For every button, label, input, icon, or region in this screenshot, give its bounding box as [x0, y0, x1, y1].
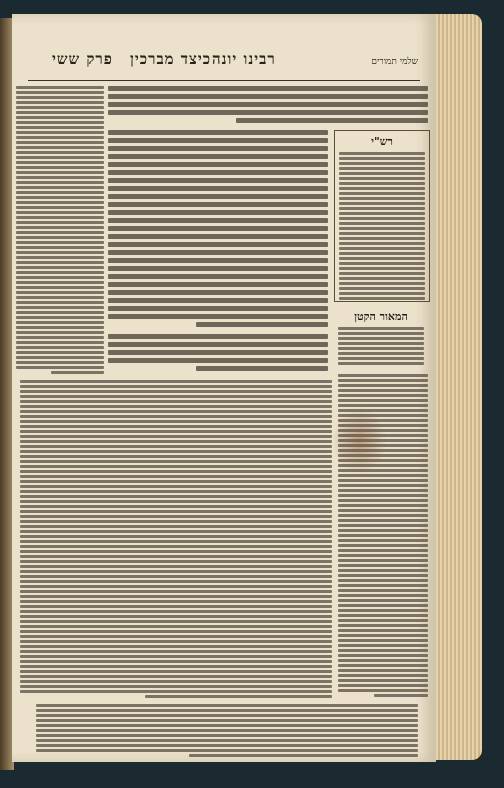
- text-line: [374, 694, 428, 697]
- text-line: [338, 362, 424, 365]
- text-line: [108, 358, 328, 363]
- text-line: [16, 276, 104, 279]
- text-line: [108, 258, 328, 263]
- header-chapter: פרק ששי: [52, 50, 113, 68]
- rashi-text: [335, 152, 429, 302]
- text-line: [338, 609, 428, 612]
- text-line: [20, 660, 332, 663]
- text-line: [20, 540, 332, 543]
- text-line: [339, 167, 425, 170]
- text-line: [20, 515, 332, 518]
- text-line: [108, 110, 428, 115]
- text-line: [16, 201, 104, 204]
- text-line: [338, 394, 428, 397]
- text-line: [339, 232, 425, 235]
- text-line: [16, 291, 104, 294]
- text-line: [20, 550, 332, 553]
- text-line: [338, 669, 428, 672]
- text-line: [20, 475, 332, 478]
- text-line: [108, 290, 328, 295]
- text-line: [108, 154, 328, 159]
- text-line: [108, 162, 328, 167]
- text-line: [339, 242, 425, 245]
- text-line: [16, 141, 104, 144]
- text-line: [16, 351, 104, 354]
- text-line: [108, 194, 328, 199]
- text-line: [338, 689, 428, 692]
- text-line: [16, 191, 104, 194]
- text-line: [338, 614, 428, 617]
- text-line: [339, 197, 425, 200]
- text-line: [20, 520, 332, 523]
- text-line: [338, 674, 428, 677]
- text-line: [108, 210, 328, 215]
- text-line: [16, 236, 104, 239]
- text-line: [108, 102, 428, 107]
- text-line: [16, 156, 104, 159]
- text-line: [339, 257, 425, 260]
- text-line: [339, 162, 425, 165]
- text-line: [20, 670, 332, 673]
- text-line: [20, 675, 332, 678]
- text-line: [338, 554, 428, 557]
- text-line: [20, 425, 332, 428]
- text-line: [339, 202, 425, 205]
- text-line: [20, 535, 332, 538]
- text-line: [108, 178, 328, 183]
- text-line: [16, 326, 104, 329]
- text-line: [36, 749, 418, 752]
- text-line: [16, 106, 104, 109]
- text-line: [339, 272, 425, 275]
- text-line: [16, 111, 104, 114]
- text-line: [20, 615, 332, 618]
- text-line: [338, 569, 428, 572]
- text-line: [20, 420, 332, 423]
- mefaresh-text: [334, 327, 428, 366]
- text-line: [20, 625, 332, 628]
- text-line: [338, 599, 428, 602]
- text-line: [16, 321, 104, 324]
- text-line: [16, 296, 104, 299]
- text-line: [20, 645, 332, 648]
- text-line: [16, 216, 104, 219]
- text-line: [16, 316, 104, 319]
- text-line: [16, 251, 104, 254]
- text-line: [36, 719, 418, 722]
- text-line: [108, 86, 428, 91]
- text-line: [20, 485, 332, 488]
- text-line: [16, 206, 104, 209]
- text-line: [20, 590, 332, 593]
- text-line: [16, 116, 104, 119]
- text-line: [16, 286, 104, 289]
- text-line: [20, 410, 332, 413]
- text-line: [338, 357, 424, 360]
- text-line: [16, 341, 104, 344]
- text-line: [108, 138, 328, 143]
- text-line: [338, 664, 428, 667]
- text-line: [339, 207, 425, 210]
- text-line: [196, 322, 328, 327]
- text-line: [108, 218, 328, 223]
- text-line: [108, 202, 328, 207]
- text-line: [108, 298, 328, 303]
- text-line: [16, 361, 104, 364]
- text-line: [16, 306, 104, 309]
- text-line: [36, 709, 418, 712]
- text-line: [20, 395, 332, 398]
- text-line: [20, 605, 332, 608]
- text-line: [339, 177, 425, 180]
- text-line: [339, 262, 425, 265]
- text-line: [338, 484, 428, 487]
- text-line: [20, 560, 332, 563]
- text-line: [16, 146, 104, 149]
- text-line: [338, 384, 428, 387]
- text-line: [16, 86, 104, 89]
- text-line: [338, 524, 428, 527]
- text-line: [20, 635, 332, 638]
- text-line: [339, 247, 425, 250]
- text-line: [20, 575, 332, 578]
- text-line: [338, 352, 424, 355]
- text-line: [338, 347, 424, 350]
- text-line: [20, 650, 332, 653]
- text-line: [108, 342, 328, 347]
- text-line: [108, 170, 328, 175]
- middle-text-band: [108, 334, 328, 374]
- text-line: [338, 399, 428, 402]
- text-line: [108, 234, 328, 239]
- text-line: [16, 246, 104, 249]
- text-line: [338, 337, 424, 340]
- text-line: [108, 314, 328, 319]
- text-line: [338, 684, 428, 687]
- header-tractate-chapter: כיצד מברכין: [130, 50, 212, 68]
- left-commentary-column: [16, 86, 104, 376]
- text-line: [16, 281, 104, 284]
- text-line: [16, 171, 104, 174]
- text-line: [108, 274, 328, 279]
- text-line: [16, 226, 104, 229]
- text-line: [338, 604, 428, 607]
- text-line: [338, 479, 428, 482]
- text-line: [339, 297, 425, 300]
- text-line: [338, 639, 428, 642]
- text-line: [20, 600, 332, 603]
- text-line: [339, 267, 425, 270]
- text-line: [338, 584, 428, 587]
- text-line: [20, 580, 332, 583]
- text-line: [196, 366, 328, 371]
- text-line: [16, 241, 104, 244]
- text-line: [16, 366, 104, 369]
- text-line: [20, 610, 332, 613]
- text-line: [20, 690, 332, 693]
- text-line: [20, 430, 332, 433]
- text-line: [16, 261, 104, 264]
- text-line: [16, 186, 104, 189]
- header-rule: [28, 80, 420, 81]
- text-line: [36, 739, 418, 742]
- text-line: [108, 146, 328, 151]
- text-line: [338, 389, 428, 392]
- text-line: [339, 182, 425, 185]
- footnotes-block: [36, 704, 418, 762]
- text-line: [108, 266, 328, 271]
- mefaresh-box: [334, 306, 428, 366]
- header-title: רבינו יונה: [212, 50, 276, 68]
- text-line: [20, 490, 332, 493]
- text-line: [339, 287, 425, 290]
- text-line: [338, 649, 428, 652]
- text-line: [108, 282, 328, 287]
- text-line: [16, 101, 104, 104]
- text-line: [16, 181, 104, 184]
- text-line: [338, 499, 428, 502]
- text-line: [16, 126, 104, 129]
- text-line: [20, 620, 332, 623]
- text-line: [339, 227, 425, 230]
- text-line: [16, 196, 104, 199]
- text-line: [339, 192, 425, 195]
- text-line: [16, 311, 104, 314]
- text-line: [16, 356, 104, 359]
- text-line: [36, 734, 418, 737]
- text-line: [20, 500, 332, 503]
- text-line: [236, 118, 428, 123]
- page-fore-edge: [430, 14, 482, 760]
- text-line: [338, 494, 428, 497]
- text-line: [338, 574, 428, 577]
- text-line: [338, 327, 424, 330]
- text-line: [20, 665, 332, 668]
- text-line: [16, 136, 104, 139]
- text-line: [339, 277, 425, 280]
- text-line: [338, 679, 428, 682]
- text-line: [20, 640, 332, 643]
- text-line: [36, 724, 418, 727]
- text-line: [16, 256, 104, 259]
- text-line: [20, 400, 332, 403]
- text-line: [16, 151, 104, 154]
- text-line: [338, 489, 428, 492]
- rashi-heading: רש"י: [371, 135, 393, 148]
- text-line: [20, 555, 332, 558]
- text-line: [20, 510, 332, 513]
- text-line: [36, 744, 418, 747]
- text-line: [20, 405, 332, 408]
- text-line: [20, 465, 332, 468]
- text-line: [16, 346, 104, 349]
- text-line: [16, 176, 104, 179]
- text-line: [108, 94, 428, 99]
- paper-stain: [332, 406, 387, 476]
- text-line: [338, 594, 428, 597]
- text-line: [16, 221, 104, 224]
- text-line: [20, 450, 332, 453]
- text-line: [16, 211, 104, 214]
- text-line: [20, 505, 332, 508]
- text-line: [16, 331, 104, 334]
- text-line: [339, 217, 425, 220]
- text-line: [20, 380, 332, 383]
- text-line: [36, 704, 418, 707]
- running-header: [12, 50, 436, 74]
- text-line: [20, 470, 332, 473]
- text-line: [20, 565, 332, 568]
- text-line: [145, 695, 332, 698]
- text-line: [108, 130, 328, 135]
- text-line: [16, 131, 104, 134]
- text-line: [339, 172, 425, 175]
- text-line: [20, 630, 332, 633]
- text-line: [338, 374, 428, 377]
- top-text-block: [108, 86, 428, 126]
- text-line: [338, 534, 428, 537]
- text-line: [20, 415, 332, 418]
- text-line: [20, 545, 332, 548]
- text-line: [20, 480, 332, 483]
- text-line: [338, 619, 428, 622]
- text-line: [16, 161, 104, 164]
- text-line: [338, 514, 428, 517]
- text-line: [20, 495, 332, 498]
- text-line: [189, 754, 418, 757]
- text-line: [108, 226, 328, 231]
- text-line: [16, 91, 104, 94]
- text-line: [338, 634, 428, 637]
- text-line: [338, 654, 428, 657]
- text-line: [20, 585, 332, 588]
- text-line: [338, 504, 428, 507]
- text-line: [16, 336, 104, 339]
- text-line: [338, 659, 428, 662]
- mefaresh-heading: המאור הקטן: [354, 310, 408, 323]
- text-line: [20, 595, 332, 598]
- text-line: [339, 282, 425, 285]
- text-line: [16, 96, 104, 99]
- text-line: [338, 342, 424, 345]
- text-line: [20, 530, 332, 533]
- text-line: [16, 266, 104, 269]
- text-line: [339, 292, 425, 295]
- rashi-box: [334, 130, 430, 302]
- text-line: [20, 680, 332, 683]
- text-line: [36, 729, 418, 732]
- text-line: [338, 579, 428, 582]
- text-line: [339, 152, 425, 155]
- text-line: [36, 714, 418, 717]
- text-line: [20, 525, 332, 528]
- text-line: [338, 589, 428, 592]
- text-line: [338, 644, 428, 647]
- text-line: [20, 460, 332, 463]
- text-line: [338, 379, 428, 382]
- text-line: [20, 390, 332, 393]
- text-line: [339, 222, 425, 225]
- text-line: [339, 187, 425, 190]
- text-line: [108, 250, 328, 255]
- text-line: [338, 539, 428, 542]
- text-line: [338, 559, 428, 562]
- text-line: [16, 301, 104, 304]
- text-line: [338, 529, 428, 532]
- text-line: [108, 350, 328, 355]
- text-line: [338, 549, 428, 552]
- text-line: [339, 157, 425, 160]
- text-line: [338, 519, 428, 522]
- text-line: [20, 435, 332, 438]
- text-line: [16, 166, 104, 169]
- text-line: [20, 455, 332, 458]
- main-text-column: [108, 130, 328, 330]
- text-line: [338, 624, 428, 627]
- header-right-label: שלמי תמורים: [371, 57, 418, 67]
- text-line: [338, 629, 428, 632]
- text-line: [16, 231, 104, 234]
- text-line: [108, 186, 328, 191]
- text-line: [338, 509, 428, 512]
- text-line: [51, 371, 104, 374]
- text-line: [108, 242, 328, 247]
- text-line: [339, 252, 425, 255]
- text-line: [108, 334, 328, 339]
- text-line: [338, 332, 424, 335]
- text-line: [108, 306, 328, 311]
- text-line: [20, 385, 332, 388]
- text-line: [16, 121, 104, 124]
- text-line: [20, 570, 332, 573]
- text-line: [339, 237, 425, 240]
- text-line: [20, 445, 332, 448]
- book-page: [12, 14, 436, 762]
- text-line: [339, 212, 425, 215]
- text-line: [338, 544, 428, 547]
- text-line: [16, 271, 104, 274]
- text-line: [20, 440, 332, 443]
- text-line: [20, 685, 332, 688]
- text-line: [20, 655, 332, 658]
- lower-commentary-block: [20, 380, 332, 700]
- text-line: [338, 564, 428, 567]
